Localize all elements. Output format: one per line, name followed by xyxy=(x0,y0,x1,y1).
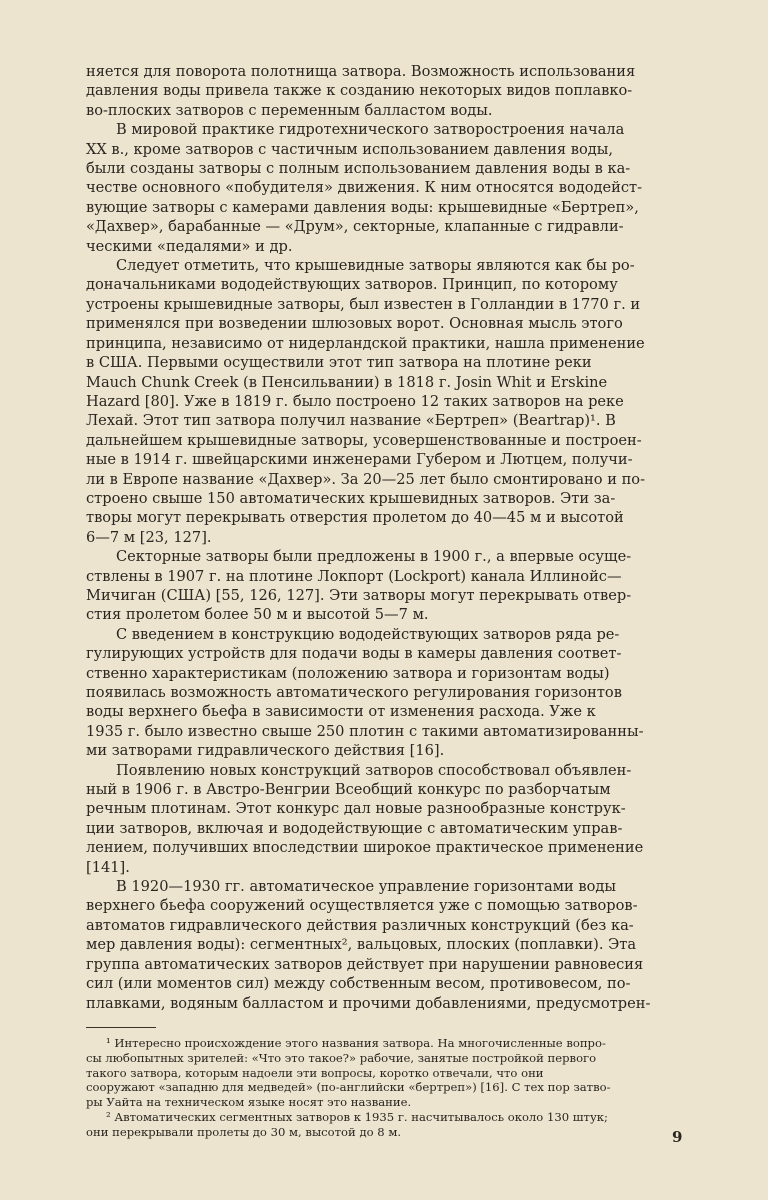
paragraph-7 xyxy=(86,877,680,1013)
paragraph-line: ствлены в 1907 г. на плотине Локпорт (Lockport) канала Иллинойс— xyxy=(86,567,622,585)
paragraph-line: группа автоматических затворов действует при нарушении равновесия xyxy=(86,955,644,973)
paragraph-line: давления воды привела также к созданию некоторых видов поплавко- xyxy=(86,82,633,100)
paragraph-line: XX в., кроме затворов с частичным использованием давления воды, xyxy=(86,140,613,158)
paragraph-line: 1935 г. было известно свыше 250 плотин с такими автоматизированны- xyxy=(86,722,644,740)
paragraph-line: Секторные затворы были предложены в 1900 г., а впервые осуще- xyxy=(116,548,632,566)
paragraph-line: гулирующих устройств для подачи воды в камеры давления соответ- xyxy=(86,645,622,663)
footnote-line: ² Автоматических сегментных затворов к 1935 г. насчитывалось около 130 штук; xyxy=(106,1109,608,1124)
paragraph-2 xyxy=(86,120,680,256)
footnote-1 xyxy=(86,1036,680,1110)
paragraph-line: ли в Европе название «Дахвер». За 20—25 лет было смонтировано и по- xyxy=(86,470,646,488)
page-body xyxy=(86,62,680,1139)
footnote-line: ры Уайта на техническом языке носят это название. xyxy=(86,1095,412,1110)
paragraph-line: няется для поворота полотнища затвора. Возможность использования xyxy=(86,63,636,80)
paragraph-line: дальнейшем крышевидные затворы, усовершенствованные и построен- xyxy=(86,431,642,449)
paragraph-line: вующие затворы с камерами давления воды: крышевидные «Бертреп», xyxy=(86,198,639,216)
footnote-2 xyxy=(86,1110,680,1140)
paragraph-line: мер давления воды): сегментных², вальцовых, плоских (поплавки). Эта xyxy=(86,936,637,954)
paragraph-line: плавками, водяным балластом и прочими добавлениями, предусмотрен- xyxy=(86,994,651,1012)
paragraph-line: В мировой практике гидротехнического затворостроения начала xyxy=(116,121,625,139)
paragraph-line: ные в 1914 г. швейцарскими инженерами Губером и Лютцем, получи- xyxy=(86,451,633,469)
paragraph-line: речным плотинам. Этот конкурс дал новые разнообразные конструк- xyxy=(86,800,626,818)
paragraph-line: Следует отметить, что крышевидные затворы являются как бы ро- xyxy=(116,257,635,275)
footnote-line: они перекрывали пролеты до 30 м, высотой до 8 м. xyxy=(86,1124,402,1139)
paragraph-line: ми затворами гидравлического действия [16]. xyxy=(86,742,445,760)
footnotes xyxy=(86,1036,680,1140)
footnote-divider xyxy=(86,1027,156,1028)
paragraph-line: устроены крышевидные затворы, был известен в Голландии в 1770 г. и xyxy=(86,295,641,313)
paragraph-1 xyxy=(86,62,680,120)
paragraph-4 xyxy=(86,547,680,625)
paragraph-line: 6—7 м [23, 127]. xyxy=(86,528,212,546)
footnote-line: сы любопытных зрителей: «Что это такое?» рабочие, занятые постройкой первого xyxy=(86,1050,597,1065)
paragraph-line: строено свыше 150 автоматических крышевидных затворов. Эти за- xyxy=(86,489,616,507)
paragraph-5 xyxy=(86,625,680,761)
paragraph-line: ственно характеристикам (положению затвора и горизонтам воды) xyxy=(86,664,610,682)
page-number: 9 xyxy=(672,1128,683,1146)
paragraph-line: ческими «педалями» и др. xyxy=(86,237,293,255)
paragraph-line: принципа, независимо от нидерландской практики, нашла применение xyxy=(86,334,645,352)
paragraph-line: Появлению новых конструкций затворов способствовал объявлен- xyxy=(116,761,632,779)
footnote-line: такого затвора, которым надоели эти вопросы, коротко отвечали, что они xyxy=(86,1065,544,1080)
paragraph-line: стия пролетом более 50 м и высотой 5—7 м. xyxy=(86,606,429,624)
paragraph-line: творы могут перекрывать отверстия пролетом до 40—45 м и высотой xyxy=(86,509,624,527)
paragraph-line: лением, получивших впоследствии широкое практическое применение xyxy=(86,839,644,857)
paragraph-line: ции затворов, включая и вододействующие с автоматическим управ- xyxy=(86,819,623,837)
footnote-line: сооружают «западню для медведей» (по-английски «бертреп») [16]. С тех пор затво- xyxy=(86,1080,611,1095)
paragraph-line: В 1920—1930 гг. автоматическое управление горизонтами воды xyxy=(116,878,616,896)
paragraph-line: были созданы затворы с полным использованием давления воды в ка- xyxy=(86,160,631,178)
paragraph-line: Hazard [80]. Уже в 1819 г. было построено 12 таких затворов на реке xyxy=(86,392,624,410)
paragraph-line: С введением в конструкцию вододействующих затворов ряда ре- xyxy=(116,625,620,643)
paragraph-line: Лехай. Этот тип затвора получил название «Бертреп» (Beartrap)¹. В xyxy=(86,412,616,430)
paragraph-line: во-плоских затворов с переменным балластом воды. xyxy=(86,101,493,119)
paragraph-line: верхнего бьефа сооружений осуществляется уже с помощью затворов- xyxy=(86,897,638,915)
main-text xyxy=(86,62,680,1013)
paragraph-line: Mauch Chunk Creek (в Пенсильвании) в 1818 г. Josin Whit и Erskine xyxy=(86,373,608,391)
paragraph-line: воды верхнего бьефа в зависимости от изменения расхода. Уже к xyxy=(86,703,596,721)
paragraph-line: «Дахвер», барабанные — «Друм», секторные, клапанные с гидравли- xyxy=(86,218,624,236)
paragraph-3 xyxy=(86,256,680,547)
footnote-line: ¹ Интересно происхождение этого названия затвора. На многочисленные вопро- xyxy=(106,1035,606,1050)
paragraph-line: в США. Первыми осуществили этот тип затвора на плотине реки xyxy=(86,354,592,372)
paragraph-line: честве основного «побудителя» движения. К ним относятся вододейст- xyxy=(86,179,643,197)
paragraph-line: применялся при возведении шлюзовых ворот. Основная мысль этого xyxy=(86,315,623,333)
paragraph-line: [141]. xyxy=(86,858,130,876)
paragraph-line: доначальниками вододействующих затворов. Принцип, по которому xyxy=(86,276,618,294)
paragraph-line: Мичиган (США) [55, 126, 127]. Эти затворы могут перекрывать отвер- xyxy=(86,586,632,604)
paragraph-6 xyxy=(86,761,680,877)
paragraph-line: ный в 1906 г. в Австро-Венгрии Всеобщий конкурс по разборчатым xyxy=(86,781,611,799)
paragraph-line: автоматов гидравлического действия различных конструкций (без ка- xyxy=(86,916,634,934)
paragraph-line: появилась возможность автоматического регулирования горизонтов xyxy=(86,684,622,701)
paragraph-line: сил (или моментов сил) между собственным весом, противовесом, по- xyxy=(86,975,631,993)
